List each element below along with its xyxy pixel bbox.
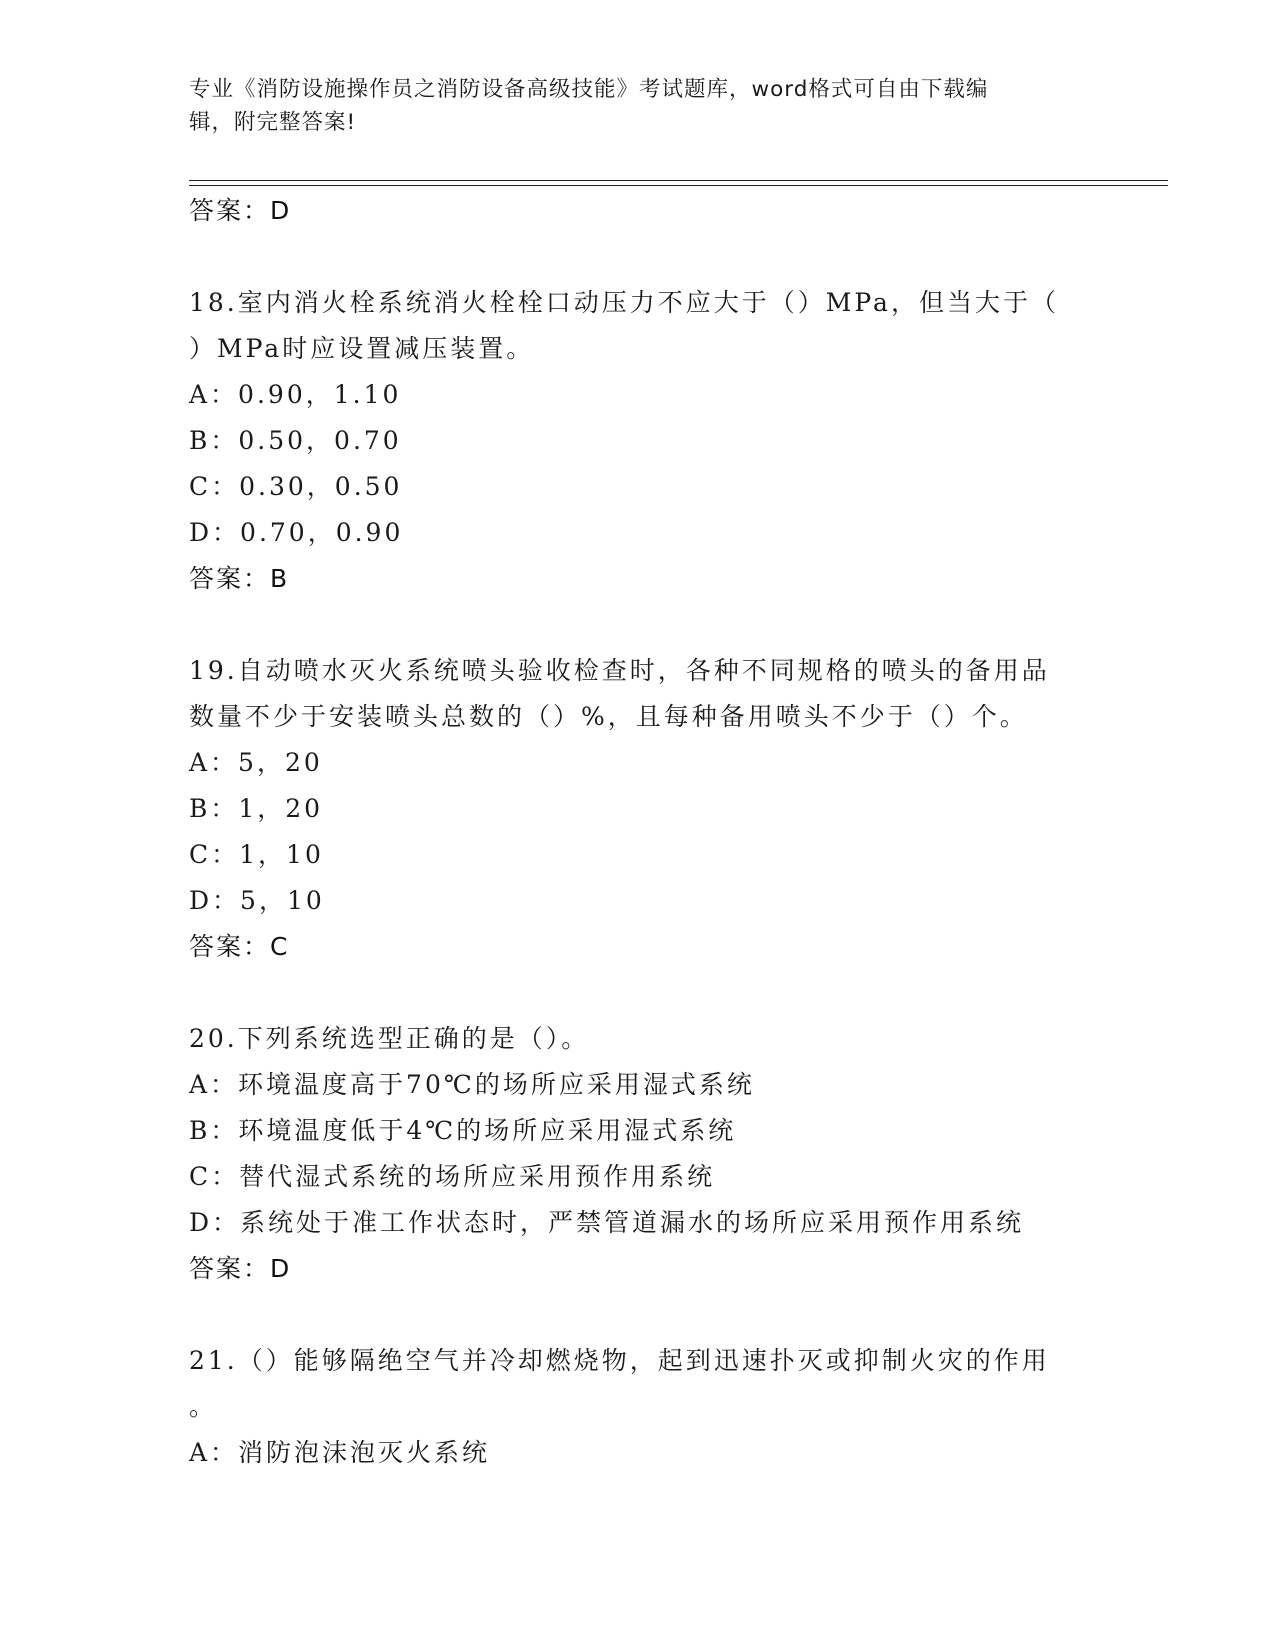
question-text: 19.自动喷水灭火系统喷头验收检查时，各种不同规格的喷头的备用品 (189, 656, 1050, 685)
option-a: A：消防泡沫泡灭火系统 (189, 1438, 491, 1467)
question-text: 20.下列系统选型正确的是（）。 (189, 1024, 590, 1053)
header-line-2: 辑，附完整答案! (189, 110, 357, 135)
answer-line: 答案：B (189, 564, 290, 593)
option-c: C：1，10 (189, 840, 324, 869)
option-b: B：1，20 (189, 794, 324, 823)
option-c: C：0.30，0.50 (189, 472, 403, 501)
spacer (189, 970, 1089, 1016)
question-text: 数量不少于安装喷头总数的（）%，且每种备用喷头不少于（）个。 (189, 702, 1028, 731)
option-a: A：5，20 (189, 748, 323, 777)
question-block (189, 280, 1089, 602)
question-block (189, 1016, 1089, 1292)
option-d: D：系统处于准工作状态时，严禁管道漏水的场所应采用预作用系统 (189, 1208, 1025, 1237)
page-header (189, 73, 1089, 139)
question-text: 18.室内消火栓系统消火栓栓口动压力不应大于（）MPa，但当大于（ (189, 288, 1059, 317)
answer-line: 答案：C (189, 932, 290, 961)
option-d: D：5，10 (189, 886, 325, 915)
question-text: 。 (189, 1392, 218, 1421)
header-line-1: 专业《消防设施操作员之消防设备高级技能》考试题库，word格式可自由下载编 (189, 77, 989, 102)
option-a: A：环境温度高于70℃的场所应采用湿式系统 (189, 1070, 755, 1099)
spacer (189, 234, 1089, 280)
option-b: B：0.50，0.70 (189, 426, 402, 455)
question-list (189, 188, 1089, 1476)
spacer (189, 602, 1089, 648)
question-block (189, 648, 1089, 970)
question-text: ）MPa时应设置减压装置。 (189, 334, 535, 363)
header-rule-top (189, 180, 1168, 181)
answer-line: 答案：D (189, 1254, 292, 1283)
answer-line: 答案：D (189, 196, 292, 225)
option-c: C：替代湿式系统的场所应采用预作用系统 (189, 1162, 716, 1191)
option-d: D：0.70，0.90 (189, 518, 404, 547)
question-text: 21.（）能够隔绝空气并冷却燃烧物，起到迅速扑灭或抑制火灾的作用 (189, 1346, 1050, 1375)
option-a: A：0.90，1.10 (189, 380, 402, 409)
question-block (189, 1338, 1089, 1476)
option-b: B：环境温度低于4℃的场所应采用湿式系统 (189, 1116, 737, 1145)
header-rule-bottom (189, 185, 1168, 186)
spacer (189, 1292, 1089, 1338)
